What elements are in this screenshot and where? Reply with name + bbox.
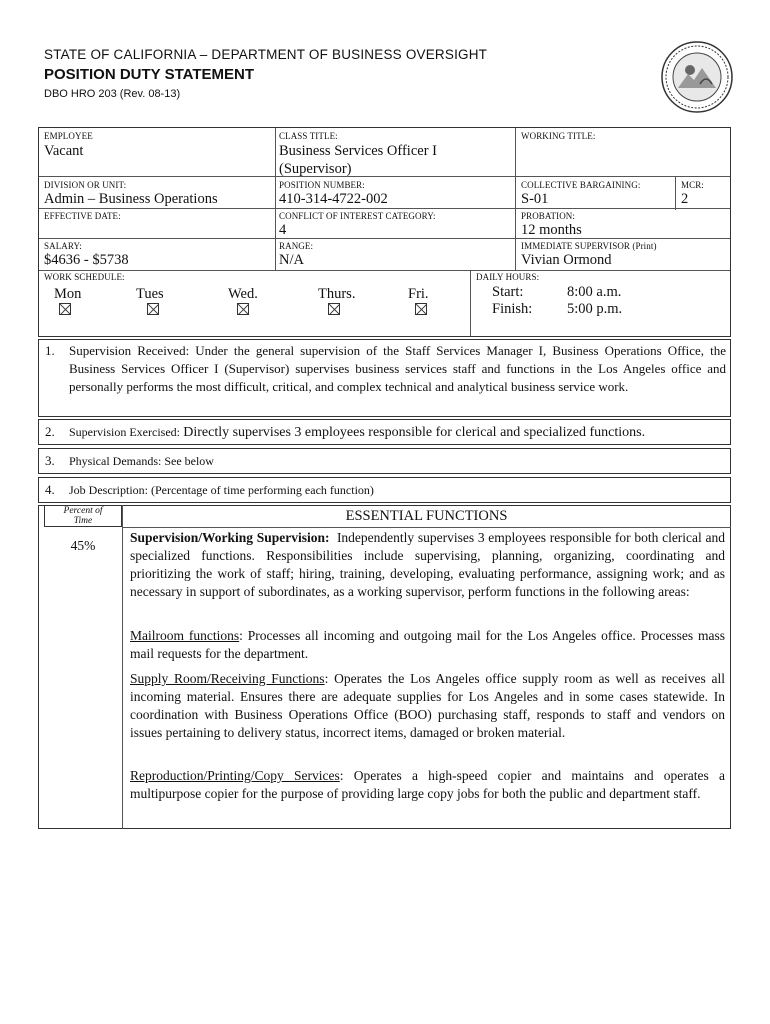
fri-checkbox[interactable]	[415, 303, 427, 315]
collective-bargaining-value: S-01	[521, 191, 549, 207]
tues-checkbox[interactable]	[147, 303, 159, 315]
mon-checkbox[interactable]	[59, 303, 71, 315]
class-title-value: Business Services Officer I	[279, 143, 437, 159]
employee-value: Vacant	[44, 143, 84, 159]
start-time: 8:00 a.m.	[567, 284, 622, 300]
salary-label: SALARY:	[44, 241, 82, 251]
section-supervision-received: 1. Supervision Received: Under the general supervision of the Staff Services Manager I, Business Operations Office, the Business Services Officer I (Supervisor) supervises business services staff and functions in the Los Angeles office and personally performs the most difficult, critical, and complex technical and analytical business service work.	[38, 339, 731, 417]
day-wed-label: Wed.	[228, 286, 258, 302]
salary-value: $4636 - $5738	[44, 252, 129, 268]
section-physical-demands: 3. Physical Demands: See below	[38, 448, 731, 474]
section-supervision-exercised: 2. Supervision Exercised: Directly supervises 3 employees responsible for clerical and specialized functions.	[38, 419, 731, 445]
wed-checkbox[interactable]	[237, 303, 249, 315]
document-title: POSITION DUTY STATEMENT	[44, 66, 255, 83]
mcr-value: 2	[681, 191, 689, 207]
day-fri-label: Fri.	[408, 286, 429, 302]
supervisor-value: Vivian Ormond	[521, 252, 612, 268]
day-thurs-label: Thurs.	[318, 286, 356, 302]
work-schedule-label: WORK SCHEDULE:	[44, 272, 125, 282]
finish-label: Finish:	[492, 301, 533, 317]
form-number: DBO HRO 203 (Rev. 08-13)	[44, 88, 181, 100]
organization-name: STATE OF CALIFORNIA – DEPARTMENT OF BUSINESS OVERSIGHT	[44, 47, 488, 62]
class-title-value-2: (Supervisor)	[279, 161, 352, 177]
conflict-category-label: CONFLICT OF INTEREST CATEGORY:	[279, 211, 436, 221]
supervision-received-text: Supervision Received: Under the general supervision of the Staff Services Manager I, Business Operations Office, the Business Services Officer I (Supervisor) supervises business services staff and functions in the Los Angeles office and personally performs the most difficult, critical, and complex technical and analytical business service work.	[69, 343, 726, 394]
day-tues-label: Tues	[136, 286, 164, 302]
supervision-exercised-text: Directly supervises 3 employees responsible for clerical and specialized functions.	[183, 425, 646, 440]
supervision-exercised-label: Supervision Exercised:	[69, 425, 180, 439]
collective-bargaining-label: COLLECTIVE BARGAINING:	[521, 180, 641, 190]
supply-room-paragraph: Supply Room/Receiving Functions: Operates the Los Angeles office supply room as well as receives all incoming material. Ensures there are adequate supplies for Los Angeles and in some cases statewide. In coordination with Business Operations Office (BOO) purchasing staff, responds to staff and vendors on issues pertaining to delivery status, incorrect items, damaged or broken material.	[130, 671, 725, 740]
division-value: Admin – Business Operations	[44, 191, 218, 207]
employee-label: EMPLOYEE	[44, 131, 93, 141]
percent-value: 45%	[70, 538, 96, 553]
day-mon-label: Mon	[54, 286, 82, 302]
mailroom-paragraph: Mailroom functions: Processes all incoming and outgoing mail for the Los Angeles office. Processes mass mail requests for the department.	[130, 628, 725, 661]
supervisor-label: IMMEDIATE SUPERVISOR (Print)	[521, 241, 657, 251]
probation-label: PROBATION:	[521, 211, 576, 221]
effective-date-label: EFFECTIVE DATE:	[44, 211, 121, 221]
essential-functions-title: ESSENTIAL FUNCTIONS	[345, 508, 508, 524]
range-label: RANGE:	[279, 241, 314, 251]
working-title-label: WORKING TITLE:	[521, 131, 596, 141]
supervision-paragraph: Supervision/Working Supervision: Independently supervises 3 employees responsible for both clerical and specialized functions. Responsibilities include supervising, planning, organizing, coordinating and prioritizing the work of staff; hiring, training, developing, evaluating performance, assigning work; and as necessary in support of subordinates, as a working supervisor, perform functions in the following areas:	[130, 530, 725, 599]
reproduction-paragraph: Reproduction/Printing/Copy Services: Operates a high-speed copier and maintains and operates a multipurpose copier for the purpose of providing large copy jobs for both the public and department staff.	[130, 768, 726, 801]
probation-value: 12 months	[521, 222, 582, 238]
class-title-label: CLASS TITLE:	[279, 131, 338, 141]
range-value: N/A	[279, 252, 304, 268]
division-label: DIVISION OR UNIT:	[44, 180, 127, 190]
thurs-checkbox[interactable]	[328, 303, 340, 315]
state-seal-icon	[660, 40, 734, 114]
position-number-label: POSITION NUMBER:	[279, 180, 365, 190]
section-job-description: 4. Job Description: (Percentage of time performing each function)	[38, 477, 731, 503]
physical-demands-text: Physical Demands: See below	[69, 454, 214, 468]
job-description-text: Job Description: (Percentage of time performing each function)	[69, 483, 374, 497]
mcr-label: MCR:	[681, 180, 704, 190]
finish-time: 5:00 p.m.	[567, 301, 623, 317]
start-label: Start:	[492, 284, 524, 300]
daily-hours-label: DAILY HOURS:	[476, 272, 540, 282]
position-number-value: 410-314-4722-002	[279, 191, 388, 207]
percent-of-time-header: Percent of Time	[44, 505, 122, 527]
conflict-category-value: 4	[279, 222, 287, 238]
